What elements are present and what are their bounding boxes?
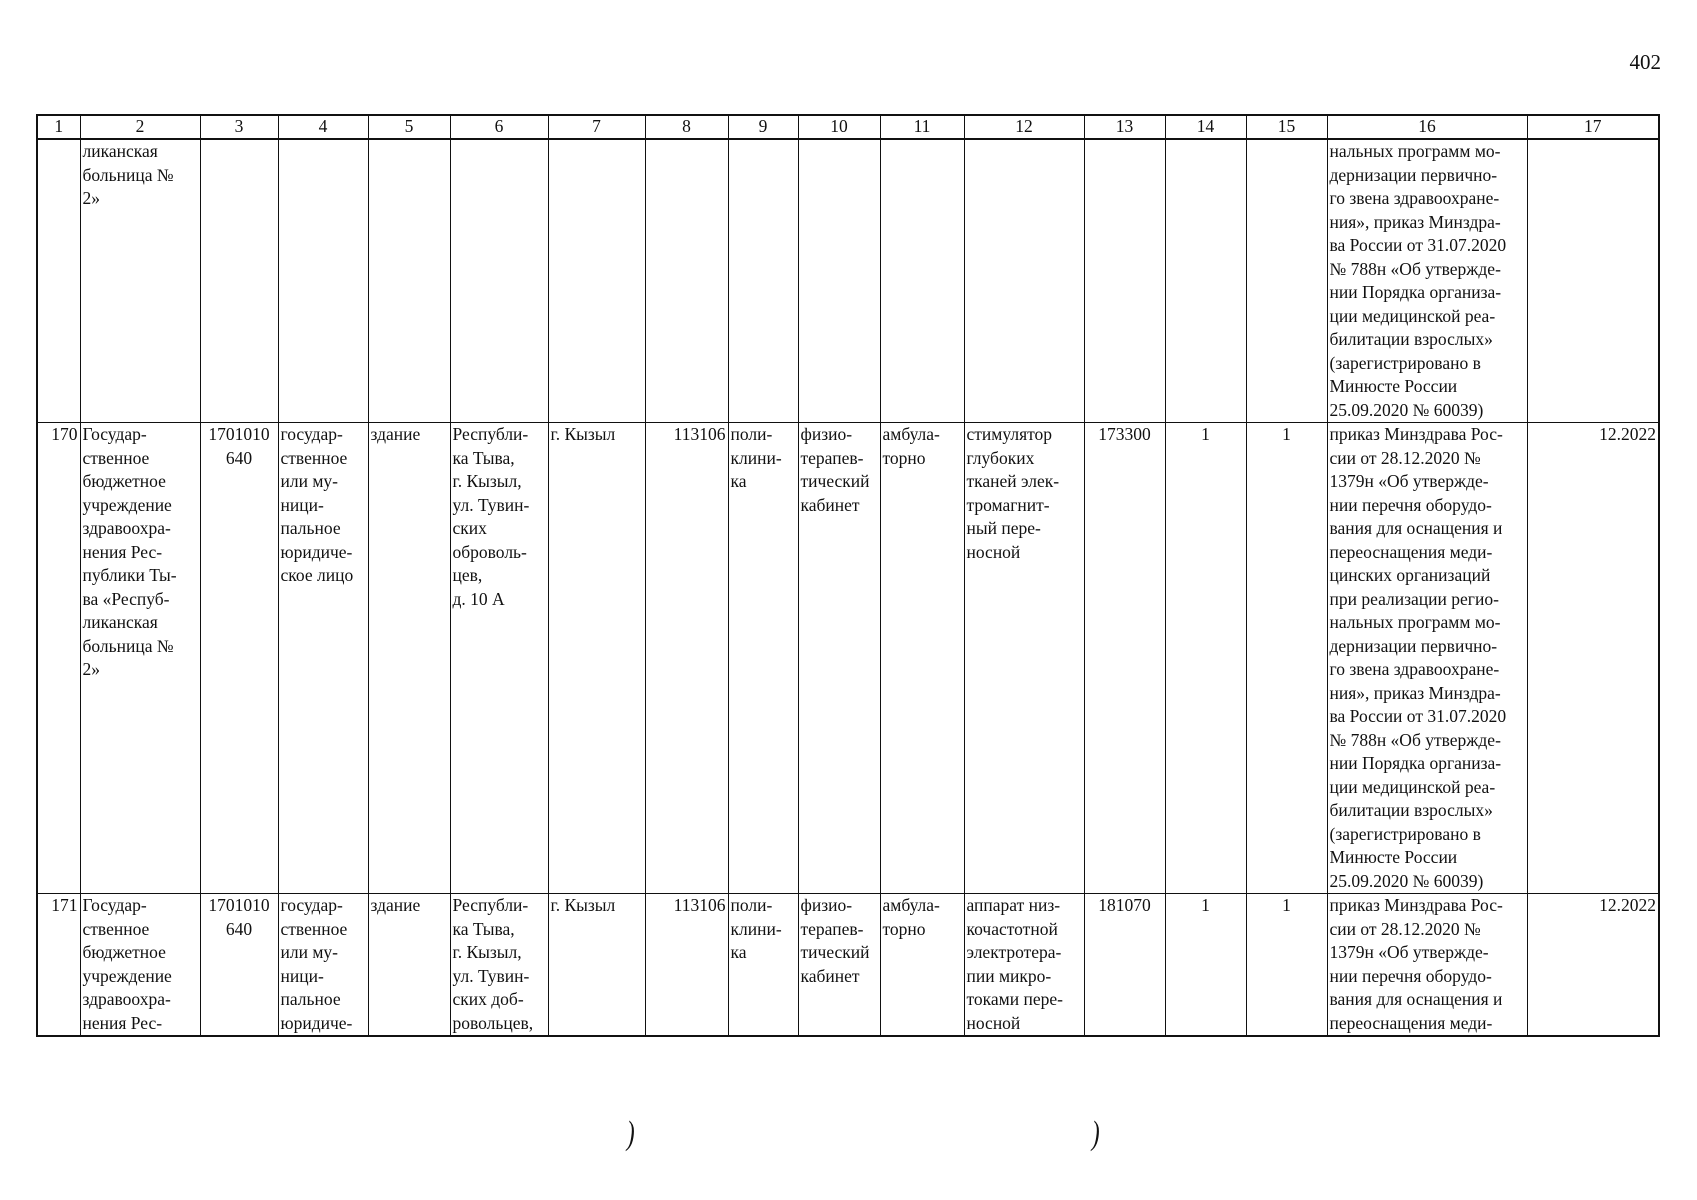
column-header-10: 10 [798,115,880,139]
cell-date: 12.2022 [1527,423,1659,894]
cell-okato [645,139,728,423]
cell-code: 1701010 640 [200,894,278,1037]
cell-date: 12.2022 [1527,894,1659,1037]
header-row [37,115,1659,139]
page-number: 402 [1629,50,1661,74]
column-header-1: 1 [37,115,80,139]
cell-object-type: здание [368,894,450,1037]
cell-legal-form: государ- ственное или му- ници- пальное юридиче- ское лицо [278,423,368,894]
cell-quantity-1: 1 [1165,894,1246,1037]
cell-legal-basis: приказ Минздрава Рос- сии от 28.12.2020 № 1379н «Об утвержде- нии перечня оборудо- вания для оснащения и переоснащения меди- цинских организаций при реализации регио- нальных программ мо- дернизации первично- го звена здравоохране- ния», приказ Минздра- ва России от 31.07.2020 № 788н «Об утвержде- нии Порядка организа- ции медицинской реа- билитации взрослых» (зарегистрировано в Минюсте России 25.09.2020 № 60039) [1327,423,1527,894]
column-header-5: 5 [368,115,450,139]
column-header-16: 16 [1327,115,1527,139]
cell-organization: Государ- ственное бюджетное учреждение здравоохра- нения Рес- [80,894,200,1037]
cell-number: 170 [37,423,80,894]
cell-legal-basis: приказ Минздрава Рос- сии от 28.12.2020 № 1379н «Об утвержде- нии перечня оборудо- вания для оснащения и переоснащения меди- [1327,894,1527,1037]
cell-organization: Государ- ственное бюджетное учреждение здравоохра- нения Рес- публики Ты- ва «Респуб- ликанская больница № 2» [80,423,200,894]
table-row [37,139,1659,423]
column-header-13: 13 [1084,115,1165,139]
cell-date [1527,139,1659,423]
column-header-11: 11 [880,115,964,139]
cell-equipment-code: 181070 [1084,894,1165,1037]
column-header-3: 3 [200,115,278,139]
cell-equipment-code [1084,139,1165,423]
handwritten-mark: ) [626,1115,635,1152]
table-row [37,894,1659,1037]
cell-quantity-1: 1 [1165,423,1246,894]
column-header-15: 15 [1246,115,1327,139]
column-header-4: 4 [278,115,368,139]
cell-room [798,139,880,423]
cell-quantity-1 [1165,139,1246,423]
cell-equipment: аппарат низ- кочастотной электротера- пии микро- токами пере- носной [964,894,1084,1037]
cell-number [37,139,80,423]
cell-city: г. Кызыл [548,894,645,1037]
cell-legal-form [278,139,368,423]
cell-legal-form: государ- ственное или му- ници- пальное юридиче- [278,894,368,1037]
cell-object-type: здание [368,423,450,894]
cell-address: Республи- ка Тыва, г. Кызыл, ул. Тувин- ских доб- ровольцев, [450,894,548,1037]
cell-quantity-2: 1 [1246,894,1327,1037]
cell-address: Республи- ка Тыва, г. Кызыл, ул. Тувин- ских оброволь- цев, д. 10 А [450,423,548,894]
cell-quantity-2 [1246,139,1327,423]
cell-okato: 113106 [645,423,728,894]
column-header-12: 12 [964,115,1084,139]
cell-number: 171 [37,894,80,1037]
column-header-2: 2 [80,115,200,139]
cell-legal-basis: нальных программ мо- дернизации первично- го звена здравоохране- ния», приказ Минздра- ва России от 31.07.2020 № 788н «Об утвержде- нии Порядка организа- ции медицинской реа- билитации взрослых» (зарегистрировано в Минюсте России 25.09.2020 № 60039) [1327,139,1527,423]
cell-equipment [964,139,1084,423]
cell-care-mode [880,139,964,423]
cell-organization: ликанская больница № 2» [80,139,200,423]
cell-unit: поли- клини- ка [728,423,798,894]
cell-city: г. Кызыл [548,423,645,894]
cell-address [450,139,548,423]
cell-room: физио- терапев- тический кабинет [798,423,880,894]
column-header-14: 14 [1165,115,1246,139]
column-header-7: 7 [548,115,645,139]
cell-code [200,139,278,423]
cell-equipment: стимулятор глубоких тканей элек- тромагнит- ный пере- носной [964,423,1084,894]
column-header-9: 9 [728,115,798,139]
column-header-17: 17 [1527,115,1659,139]
cell-object-type [368,139,450,423]
column-header-6: 6 [450,115,548,139]
cell-room: физио- терапев- тический кабинет [798,894,880,1037]
cell-care-mode: амбула- торно [880,423,964,894]
cell-equipment-code: 173300 [1084,423,1165,894]
cell-code: 1701010 640 [200,423,278,894]
column-header-8: 8 [645,115,728,139]
cell-unit: поли- клини- ка [728,894,798,1037]
cell-quantity-2: 1 [1246,423,1327,894]
cell-unit [728,139,798,423]
cell-care-mode: амбула- торно [880,894,964,1037]
document-table [36,114,1660,1037]
cell-city [548,139,645,423]
table-row [37,423,1659,894]
cell-okato: 113106 [645,894,728,1037]
handwritten-mark: ) [1091,1115,1100,1152]
